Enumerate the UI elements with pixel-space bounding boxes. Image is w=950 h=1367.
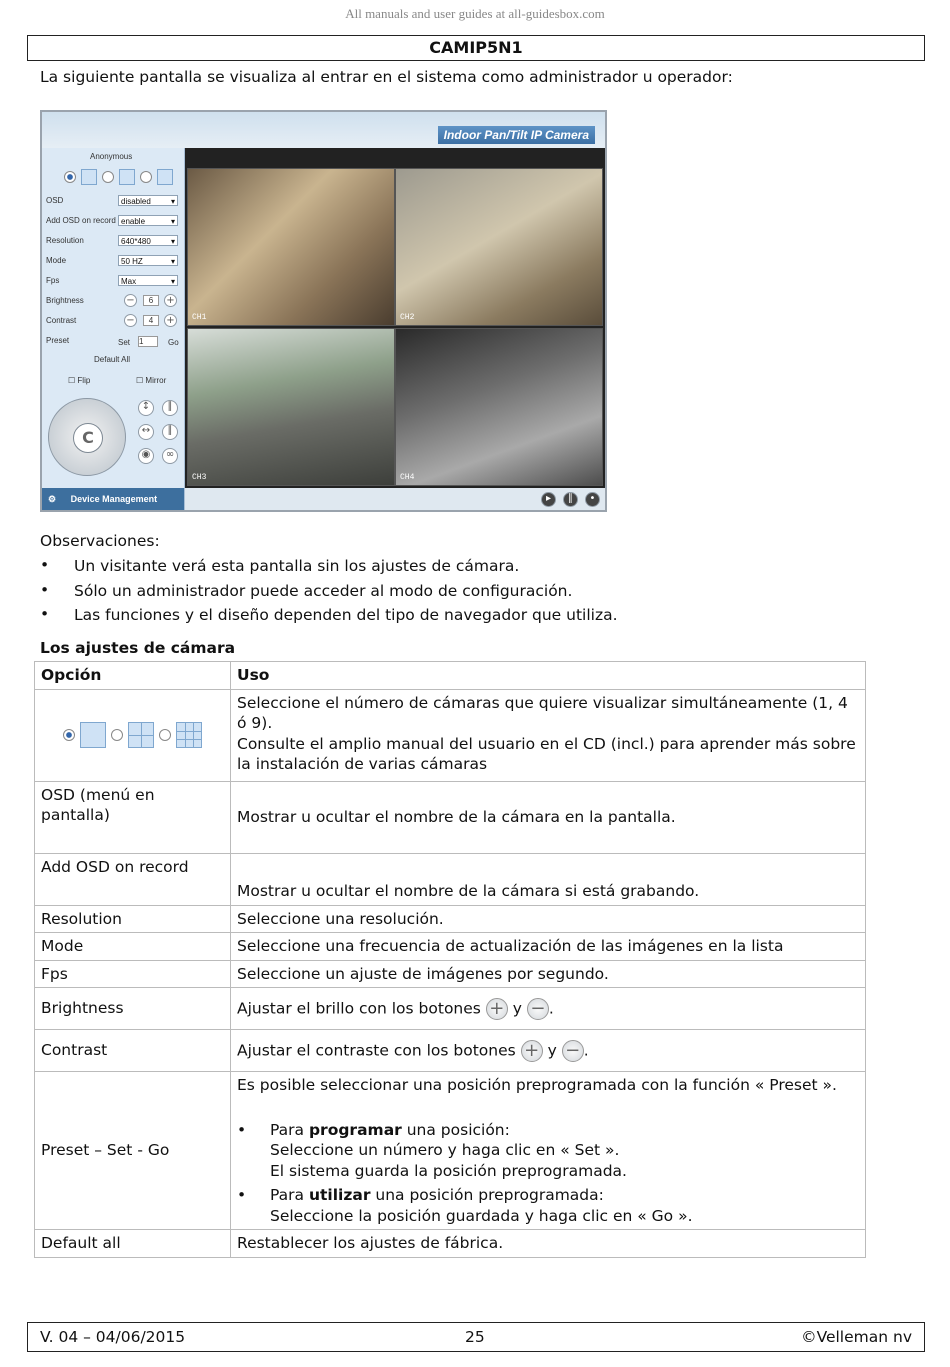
radio-icon [140, 171, 152, 183]
camera-view [395, 328, 603, 486]
screenshot-bottom-bar [185, 488, 605, 510]
brightness-label: Brightness [46, 296, 84, 305]
option-cell: Fps [35, 960, 231, 988]
camera-view [187, 168, 395, 326]
plus-icon: + [164, 294, 177, 307]
pause-icon: ∥ [162, 400, 178, 416]
conjunction: y [512, 999, 522, 1017]
left-right-icon: ↔ [138, 424, 154, 440]
device-management-label: Device Management [70, 494, 158, 504]
section-title: Los ajustes de cámara [40, 639, 236, 657]
use-cell: Seleccione una frecuencia de actualización de las imágenes en la lista [231, 933, 866, 961]
preset-go: Go [168, 338, 179, 347]
layout-icons [35, 689, 231, 781]
observation-text: Un visitante verá esta pantalla sin los ajustes de cámara. [74, 557, 520, 575]
table-header [35, 662, 866, 690]
step-text: Seleccione la posición guardada y haga clic en « Go ». [270, 1206, 693, 1225]
radio-icon [102, 171, 114, 183]
flip-checkbox: ☐ Flip [68, 376, 91, 385]
use-cell: Restablecer los ajustes de fábrica. [231, 1230, 866, 1258]
radio-icon [63, 729, 75, 741]
camera-label: CH3 [192, 473, 207, 482]
fps-select: Max ▾ [118, 275, 178, 286]
play-icon: ▸ [541, 492, 556, 507]
option-cell: Default all [35, 1230, 231, 1258]
radio-icon [111, 729, 123, 741]
use-cell [231, 1072, 866, 1230]
user-label: Anonymous [90, 152, 133, 161]
eye-icon: ◉ [138, 448, 154, 464]
single-view-icon [81, 169, 97, 185]
use-text: Seleccione el número de cámaras que quiere visualizar simultáneamente (1, 4 ó 9). [237, 693, 848, 732]
quad-view-icon [119, 169, 135, 185]
step-keyword: programar [308, 1120, 402, 1139]
use-cell: Seleccione un ajuste de imágenes por segundo. [231, 960, 866, 988]
step-keyword: utilizar [308, 1186, 371, 1204]
pause-icon: ∥ [563, 492, 578, 507]
table-row [35, 960, 866, 988]
camera-label: CH4 [400, 473, 415, 482]
use-cell: Mostrar u ocultar el nombre de la cámara si está grabando. [231, 853, 866, 905]
camera-view [395, 168, 603, 326]
osd-record-label: Add OSD on record [46, 216, 116, 225]
list-item [237, 1120, 859, 1182]
preset-label: Preset [46, 336, 70, 345]
period: . [583, 1041, 589, 1059]
intro-text: La siguiente pantalla se visualiza al entrar en el sistema como administrador u operador: [40, 68, 733, 86]
mode-select: 50 HZ ▾ [118, 255, 178, 266]
settings-table [34, 661, 866, 1258]
observation-text: Sólo un administrador puede acceder al modo de configuración. [74, 582, 573, 600]
step-text: Seleccione un número y haga clic en « Set ». [270, 1141, 620, 1159]
option-cell: Add OSD on record [35, 853, 231, 905]
use-cell: Seleccione una resolución. [231, 905, 866, 933]
option-cell: Brightness [35, 988, 231, 1030]
default-all: Default All [94, 355, 131, 364]
use-cell [231, 689, 866, 781]
camera-ui-screenshot [40, 110, 607, 512]
observations-heading: Observaciones: [40, 532, 160, 550]
radio-icon [64, 171, 76, 183]
header-use: Uso [231, 662, 866, 690]
osd-label: OSD [46, 196, 64, 205]
header-option: Opción [35, 662, 231, 690]
use-text: Es posible seleccionar una posición preprogramada con la función « Preset ». [237, 1076, 837, 1094]
quad-view-icon [128, 722, 154, 748]
footer-copyright: ©Velleman nv [801, 1328, 912, 1346]
pause-icon: ∥ [162, 424, 178, 440]
option-cell: Preset – Set - Go [35, 1072, 231, 1230]
mirror-checkbox: ☐ Mirror [136, 376, 167, 385]
use-cell [231, 988, 866, 1030]
table-row [35, 853, 866, 905]
gear-icon: ⚙ [48, 494, 57, 504]
bullet-icon: • [40, 581, 50, 599]
plus-icon: + [521, 1040, 543, 1062]
plus-icon: + [486, 998, 508, 1020]
preset-set: Set [118, 338, 131, 347]
single-view-icon [80, 722, 106, 748]
minus-icon: − [124, 314, 137, 327]
step-text: Para [270, 1120, 309, 1139]
loop-icon: ∞ [162, 448, 178, 464]
period: . [548, 999, 554, 1017]
step-text: una posición: [401, 1120, 510, 1139]
page-title: CAMIP5N1 [27, 35, 925, 61]
table-row [35, 988, 866, 1030]
table-row [35, 1230, 866, 1258]
table-row [35, 1072, 866, 1230]
nine-view-icon [176, 722, 202, 748]
device-management-bar [42, 488, 184, 510]
use-text: Ajustar el brillo con los botones [237, 999, 481, 1017]
option-cell: Contrast [35, 1030, 231, 1072]
watermark: All manuals and user guides at all-guidesbox.com [345, 6, 605, 21]
minus-icon: − [124, 294, 137, 307]
table-row [35, 933, 866, 961]
bullet-icon: • [40, 556, 50, 574]
screenshot-sidebar [42, 148, 185, 510]
option-cell: Resolution [35, 905, 231, 933]
table-row [35, 1030, 866, 1072]
minus-icon: − [527, 998, 549, 1020]
table-row [35, 905, 866, 933]
osd-record-select: enable ▾ [118, 215, 178, 226]
table-row [35, 781, 866, 853]
camera-grid [185, 148, 605, 488]
use-cell [231, 1030, 866, 1072]
footer-page-number: 25 [465, 1328, 485, 1346]
mode-label: Mode [46, 256, 67, 265]
observation-text: Las funciones y el diseño dependen del tipo de navegador que utiliza. [74, 606, 618, 624]
step-text: una posición preprogramada: [370, 1186, 604, 1204]
table-row [35, 689, 866, 781]
layout-selector [64, 166, 173, 185]
radio-icon [159, 729, 171, 741]
ptz-dpad [48, 398, 126, 476]
camera-label: CH1 [192, 313, 207, 322]
minus-icon: − [562, 1040, 584, 1062]
preset-steps [237, 1120, 859, 1227]
nine-view-icon [157, 169, 173, 185]
screenshot-brand: Indoor Pan/Tilt IP Camera [438, 126, 595, 144]
conjunction: y [547, 1041, 557, 1059]
step-text: El sistema guarda la posición preprogramada. [270, 1161, 627, 1180]
plus-icon: + [164, 314, 177, 327]
camera-label: CH2 [400, 313, 415, 322]
page-footer [27, 1322, 925, 1352]
use-cell: Mostrar u ocultar el nombre de la cámara en la pantalla. [231, 781, 866, 853]
brightness-value: 6 [143, 295, 159, 306]
contrast-label: Contrast [46, 316, 77, 325]
up-down-icon: ↕ [138, 400, 154, 416]
osd-select: disabled ▾ [118, 195, 178, 206]
mirror-label: Mirror [145, 376, 167, 385]
preset-value: 1 [138, 336, 158, 347]
bullet-icon: • [40, 605, 50, 623]
mic-icon: • [585, 492, 600, 507]
contrast-value: 4 [143, 315, 159, 326]
resolution-select: 640*480 ▾ [118, 235, 178, 246]
fps-label: Fps [46, 276, 60, 285]
flip-label: Flip [77, 376, 91, 385]
use-text: Consulte el amplio manual del usuario en el CD (incl.) para aprender más sobre la instalación de varias cámaras [237, 734, 856, 773]
list-item [237, 1185, 859, 1226]
option-cell: Mode [35, 933, 231, 961]
option-cell: OSD (menú en pantalla) [35, 781, 231, 853]
use-text: Ajustar el contraste con los botones [237, 1041, 516, 1059]
screenshot-header [42, 112, 605, 148]
resolution-label: Resolution [46, 236, 84, 245]
footer-version: V. 04 – 04/06/2015 [40, 1328, 186, 1346]
camera-view [187, 328, 395, 486]
step-text: Para [270, 1186, 309, 1204]
dpad-center: C [73, 423, 103, 453]
